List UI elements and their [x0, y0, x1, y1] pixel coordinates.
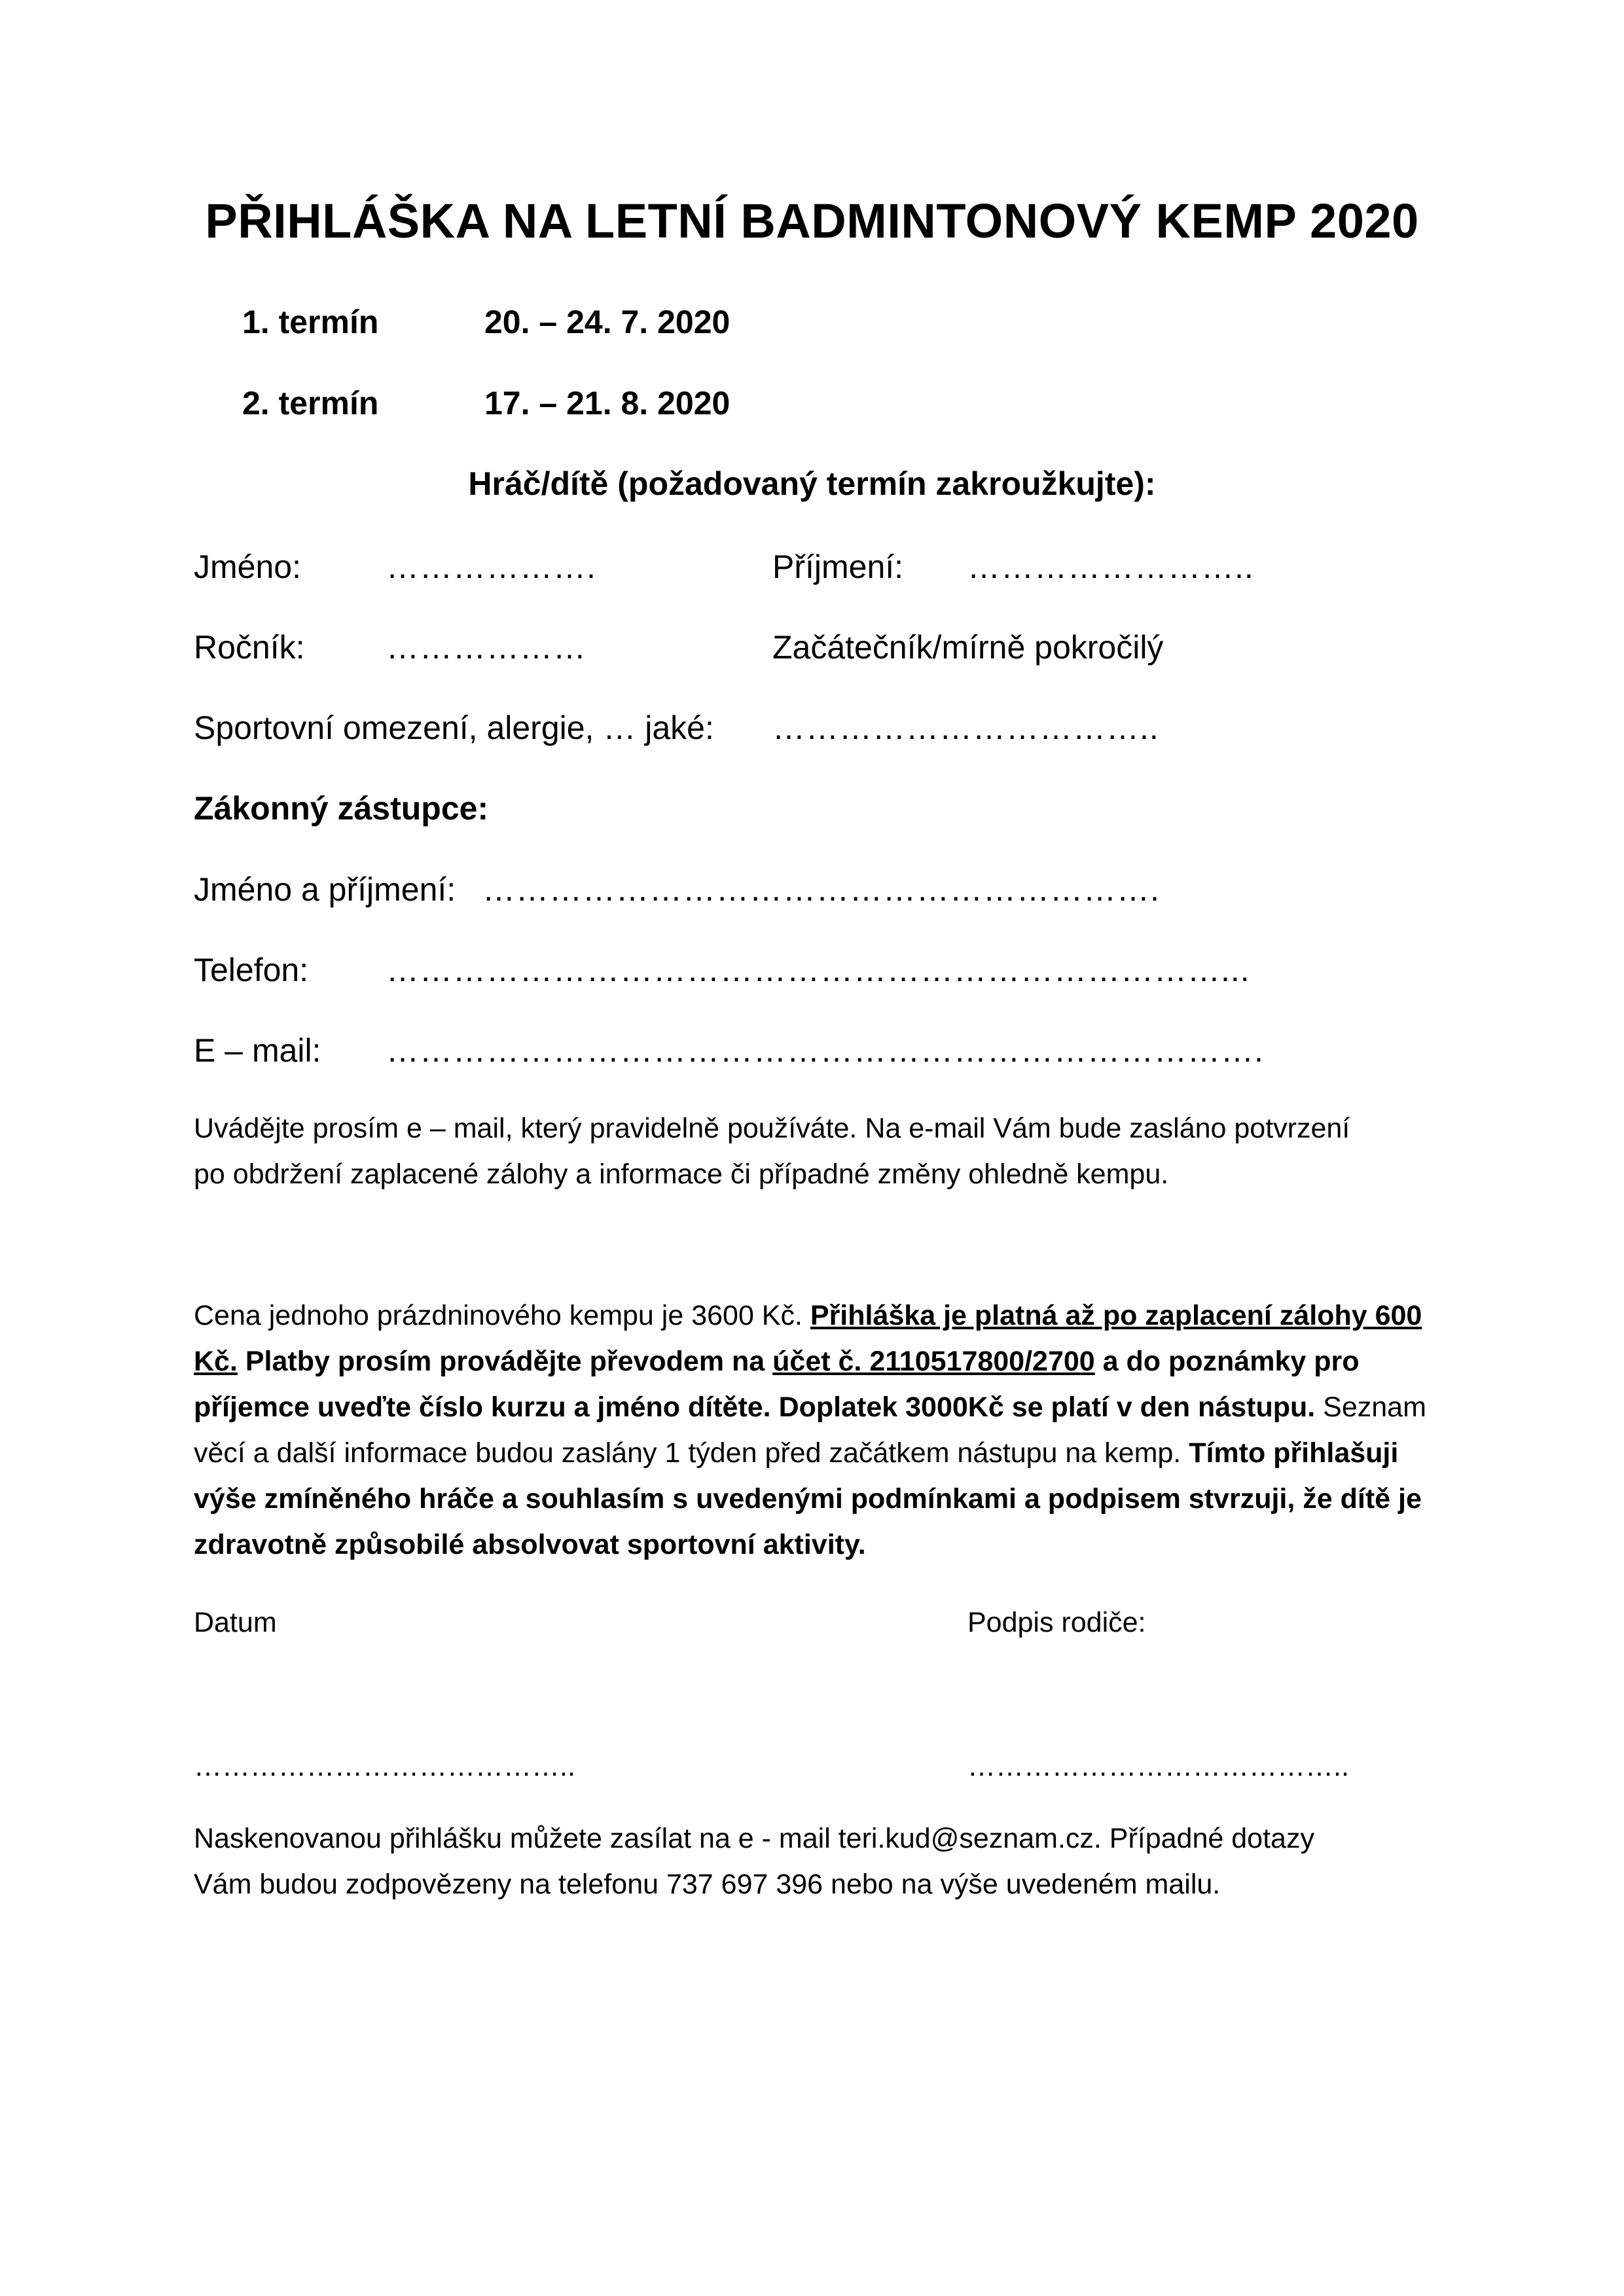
parent-signature-label: Podpis rodiče: [967, 1607, 1146, 1638]
phone-field[interactable]: …………………………………………………………………... [386, 952, 1250, 988]
transfer-text: Platby prosím provádějte převodem na [237, 1346, 773, 1377]
price-text: Cena jednoho prázdninového kempu je 3600 Kč. [194, 1300, 810, 1331]
term-2-dates: 17. – 21. 8. 2020 [484, 385, 731, 422]
page-title: PŘIHLÁŠKA NA LETNÍ BADMINTONOVÝ KEMP 2020 [205, 194, 1419, 248]
restrictions-field[interactable]: …………………………….. [772, 709, 1159, 746]
year-field[interactable]: ……………… [386, 629, 586, 666]
term-1-label: 1. termín [242, 304, 379, 340]
term-2-label: 2. termín [242, 385, 379, 422]
first-name-label: Jméno: [194, 548, 301, 585]
email-note-line-1: Uvádějte prosím e – mail, který pravidelně používáte. Na e-mail Vám bude zasláno potvrzení [194, 1113, 1350, 1144]
note-instruction-text: a do poznámky pro příjemce uveďte číslo kurzu a jméno dítěte. Doplatek 3000Kč se platí v den nástupu. [194, 1346, 1360, 1423]
restrictions-label: Sportovní omezení, alergie, … jaké: [194, 709, 714, 746]
footer-line-1: Naskenovanou přihlášku můžete zasílat na e - mail teri.kud@seznam.cz. Případné dotazy [194, 1823, 1314, 1854]
year-label: Ročník: [194, 629, 305, 666]
account-number: účet č. 2110517800/2700 [772, 1346, 1095, 1377]
level-text: Začátečník/mírně pokročilý [772, 629, 1164, 666]
phone-label: Telefon: [194, 952, 309, 988]
first-name-field[interactable]: ………………. [386, 548, 596, 585]
guardian-name-label: Jméno a příjmení: [194, 871, 456, 908]
consent-text: Tímto přihlašuji výše zmíněného hráče a souhlasím s uvedenými podmínkami a podpisem stvrzuji, že dítě je zdravotně způsobilé absolvovat sportovní aktivity. [194, 1437, 1422, 1560]
email-note-line-2: po obdržení zaplacené zálohy a informace či případné změny ohledně kempu. [194, 1158, 1169, 1190]
player-heading: Hráč/dítě (požadovaný termín zakroužkujte): [468, 465, 1156, 502]
guardian-name-field[interactable]: ……………………………………………………. [482, 871, 1160, 908]
email-field[interactable]: ……………………………………………………………………. [386, 1032, 1264, 1069]
parent-signature-field[interactable]: ………………………………….. [967, 1751, 1349, 1782]
guardian-heading: Zákonný zástupce: [194, 790, 489, 827]
last-name-field[interactable]: …………………….. [967, 548, 1254, 585]
payment-paragraph [194, 1293, 1437, 1568]
date-field[interactable]: ………………………………….. [194, 1751, 575, 1782]
email-label: E – mail: [194, 1032, 321, 1069]
footer-line-2: Vám budou zodpovězeny na telefonu 737 697 396 nebo na výše uvedeném mailu. [194, 1869, 1221, 1900]
last-name-label: Příjmení: [772, 548, 904, 585]
term-1-dates: 20. – 24. 7. 2020 [484, 304, 731, 340]
date-label: Datum [194, 1607, 277, 1638]
validity-text: Přihláška je platná až po zaplacení zálohy 600 Kč. [194, 1300, 1422, 1377]
info-text: Seznam věcí a další informace budou zaslány 1 týden před začátkem nástupu na kemp. [194, 1391, 1426, 1469]
